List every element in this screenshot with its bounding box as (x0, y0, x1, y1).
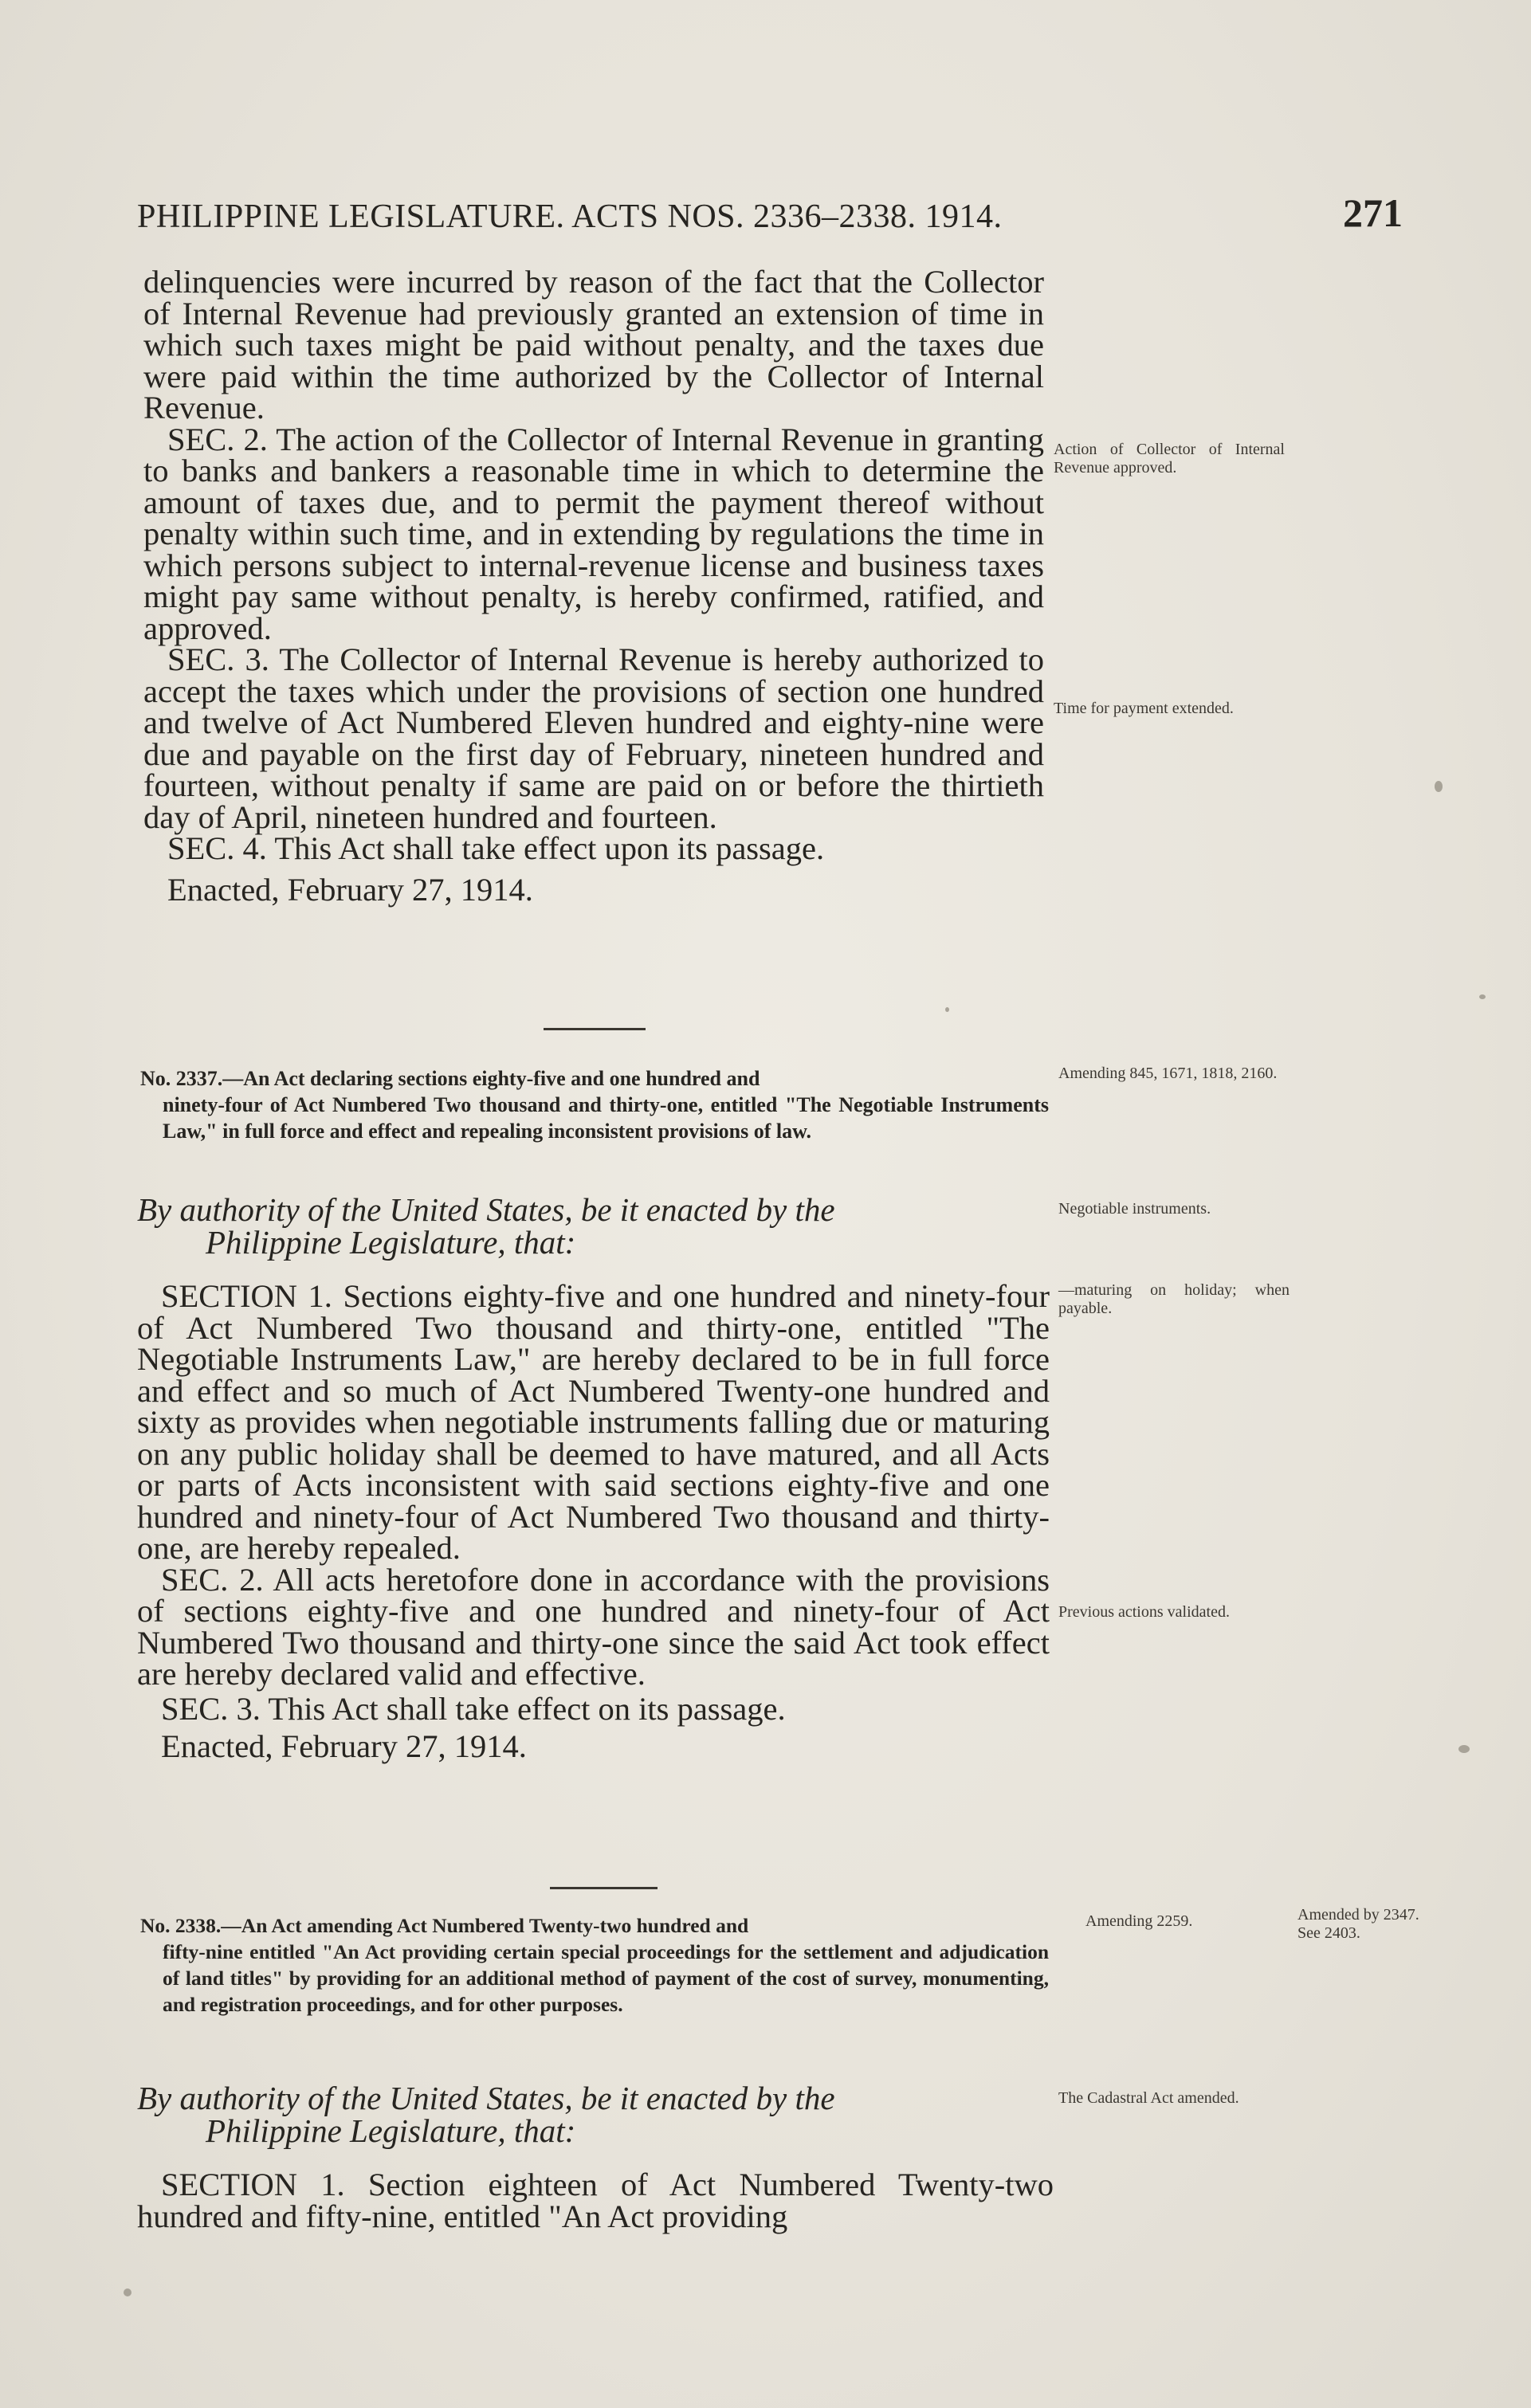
print-speck (1458, 1745, 1470, 1753)
act-2336-enacted: Enacted, February 27, 1914. (167, 871, 533, 908)
section-text: This Act shall take effect upon its passage. (274, 830, 825, 866)
act-2336-section-3 (143, 641, 1044, 835)
margin-note-time-extended: Time for payment extended. (1054, 700, 1234, 717)
title-first-line: No. 2338.—An Act amending Act Numbered Twenty-two hundred and (140, 1914, 749, 1937)
enacting-clause-line-2: Philippine Legislature, that: (206, 1224, 576, 1261)
section-text: Sections eighty-five and one hundred and ninety-four of Act Numbered Two thousand and thirty-one, entitled "The Negotiable Instruments Law," are hereby declared to be in full force and effect and so much of Act Numbered Twenty-one hundred and sixty as provides when negotiable instruments falling due or maturing on any public holiday shall be deemed to have matured, and all Acts or parts of Acts inconsistent with said sections eighty-five and one hundred and ninety-four of Act Numbered Two thousand and thirty-one, are hereby repealed. (137, 1278, 1050, 1566)
section-text: The action of the Collector of Internal Revenue in granting to banks and bankers a reasonable time in which to determine the amount of taxes due, and to permit the payment thereof without penalty within such time, and in extending by regulations the time in which persons subject to internal-revenue license and business taxes might pay same without penalty, is hereby confirmed, ratified, and approved. (143, 421, 1045, 646)
margin-note-amending-2259: Amending 2259. (1085, 1912, 1193, 1930)
act-2337-enacting-clause (137, 1191, 1046, 1261)
title-continuation: ninety-four of Act Numbered Two thousand and thirty-one, entitled "The Negotiable Instruments Law," in full force and effect and repealing inconsistent provisions of law. (163, 1093, 1049, 1143)
section-label: SEC. 3. (161, 1690, 261, 1727)
enacting-clause-line-1: By authority of the United States, be it enacted by the (137, 1191, 835, 1228)
page-number: 271 (1343, 190, 1403, 235)
running-title: PHILIPPINE LEGISLATURE. ACTS NOS. 2336–2338. 1914. (137, 198, 1003, 235)
margin-note-previous-actions: Previous actions validated. (1058, 1603, 1230, 1621)
running-header (137, 190, 1403, 245)
margin-note-amending: Amending 845, 1671, 1818, 2160. (1058, 1065, 1278, 1082)
act-2337-title (140, 1065, 1049, 1144)
print-speck (1479, 994, 1486, 999)
section-label: SEC. 4. (167, 830, 267, 866)
continuation-paragraph: delinquencies were incurred by reason of the fact that the Collector of Internal Revenue had previously granted an extension of time in which such taxes might be paid without penalty, and the taxes due were paid within the time authorized by the Collector of Internal Revenue. (143, 264, 1044, 426)
title-first-line: No. 2337.—An Act declaring sections eighty-five and one hundred and (140, 1067, 760, 1090)
print-speck (124, 2288, 132, 2296)
section-text: This Act shall take effect on its passage. (268, 1690, 786, 1727)
section-label: SECTION 1. (161, 1278, 332, 1314)
margin-note-cadastral-act: The Cadastral Act amended. (1058, 2089, 1239, 2107)
act-2338-enacting-clause (137, 2082, 1046, 2147)
title-continuation: fifty-nine entitled "An Act providing certain special proceedings for the settlement and adjudication of land titles" by providing for an additional method of payment of the cost of survey, monumenting, and registration proceedings, and for other purposes. (163, 1940, 1049, 2016)
enacting-clause-line-1: By authority of the United States, be it enacted by the (137, 2080, 835, 2116)
section-divider (544, 1028, 646, 1030)
section-label: SECTION 1. (161, 2167, 345, 2202)
print-speck (1435, 781, 1443, 792)
margin-note-maturing-holiday: —maturing on holiday; when payable. (1058, 1281, 1290, 1317)
margin-note-negotiable-instruments: Negotiable instruments. (1058, 1200, 1211, 1218)
act-2336-section-4 (143, 830, 1044, 866)
enacting-clause-line-2: Philippine Legislature, that: (206, 2112, 576, 2149)
act-2336-section-2 (143, 421, 1045, 646)
act-2337-enacted: Enacted, February 27, 1914. (161, 1728, 527, 1764)
act-2337-section-3 (137, 1690, 1050, 1727)
section-label: SEC. 3. (167, 641, 269, 677)
section-divider (550, 1887, 658, 1889)
act-2338-title (140, 1912, 1049, 2018)
section-label: SEC. 2. (161, 1561, 264, 1598)
act-2337-section-2 (137, 1561, 1050, 1692)
act-2337-section-1 (137, 1280, 1050, 1564)
section-text: All acts heretofore done in accordance with the provisions of sections eighty-five and one hundred and ninety-four of Act Numbered Two thousand and thirty-one since the said Act took effect are hereby declared valid and effective. (137, 1561, 1050, 1692)
section-text: Section eighteen of Act Numbered Twenty-two hundred and fifty-nine, entitled "An Act providing (137, 2167, 1054, 2234)
act-2336-body (143, 264, 1045, 908)
section-text: The Collector of Internal Revenue is hereby authorized to accept the taxes which under the provisions of section one hundred and twelve of Act Numbered Eleven hundred and eighty-nine were due and payable on the first day of February, nineteen hundred and fourteen, without penalty if same are paid on or before the thirtieth day of April, nineteen hundred and fourteen. (143, 641, 1044, 835)
print-speck (945, 1007, 949, 1012)
far-margin-note-amended-by: Amended by 2347. See 2403. (1297, 1906, 1419, 1942)
margin-note-collector-approved: Action of Collector of Internal Revenue approved. (1054, 441, 1285, 477)
act-2338-body (137, 2169, 1054, 2232)
section-label: SEC. 2. (167, 421, 268, 457)
act-2338-section-1 (137, 2169, 1054, 2232)
act-2337-body (137, 1280, 1050, 1763)
